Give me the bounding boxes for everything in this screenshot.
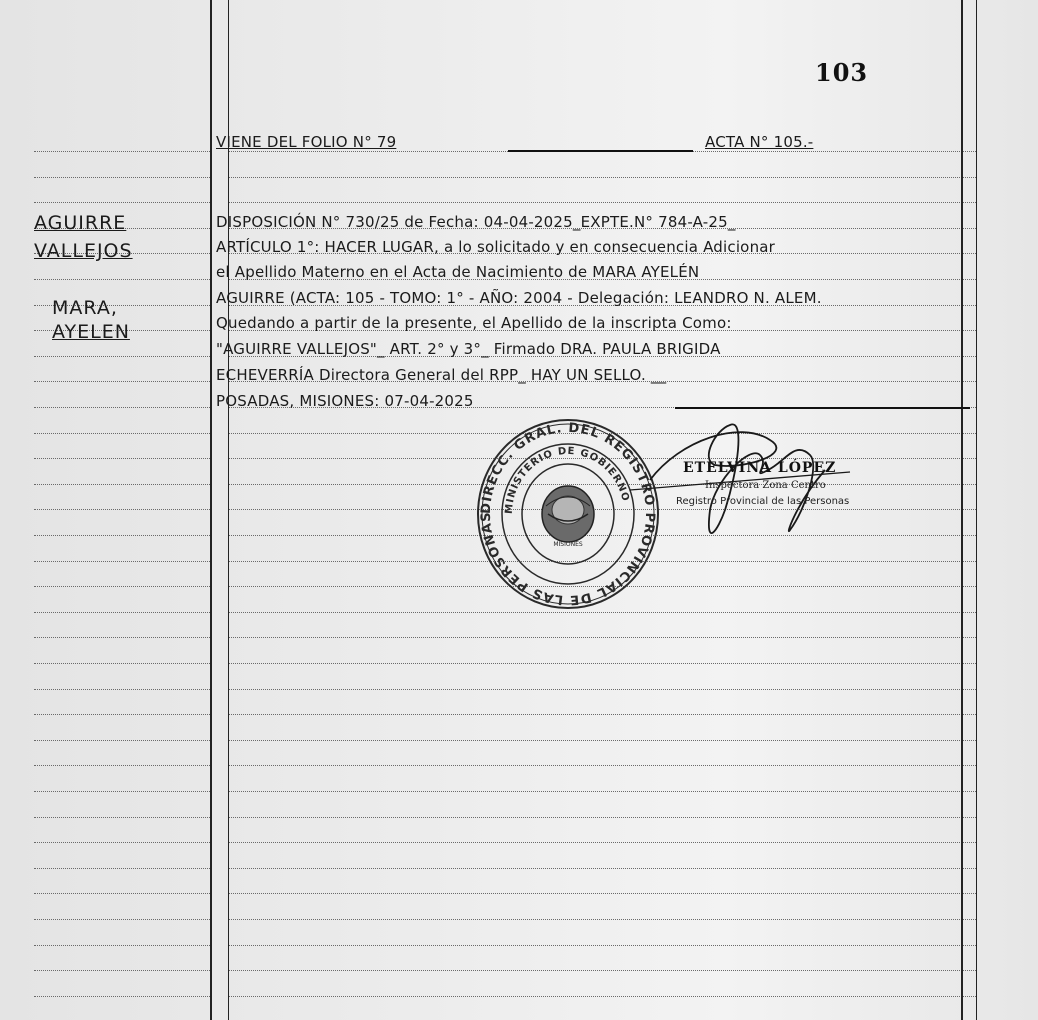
margin-surname-1: AGUIRRE: [34, 212, 127, 234]
body-line-7: ECHEVERRÍA Directora General del RPP_ HAY UN SELLO. __: [216, 366, 667, 384]
ledger-rule-body: [228, 637, 976, 638]
body-line-5: Quedando a partir de la presente, el Apellido de la inscripta Como:: [216, 314, 732, 332]
margin-name-1: MARA,: [52, 297, 118, 319]
signatory-role: Inspectora Zona Centro: [705, 480, 826, 491]
ledger-rule-body: [228, 177, 976, 178]
ledger-rule-body: [228, 970, 976, 971]
seal-center-text: MISIONES: [553, 541, 583, 548]
margin-line-right-inner: [976, 0, 977, 1020]
ledger-rule-margin: [34, 817, 210, 818]
ledger-rule-margin: [34, 407, 210, 408]
closing-line: [675, 407, 970, 409]
folio-number: 103: [815, 58, 869, 87]
ledger-rule-margin: [34, 689, 210, 690]
ledger-rule-margin: [34, 996, 210, 997]
ledger-rule-margin: [34, 893, 210, 894]
ledger-rule-body: [228, 791, 976, 792]
ledger-rule-margin: [34, 381, 210, 382]
ledger-rule-margin: [34, 535, 210, 536]
ledger-rule-body: [228, 996, 976, 997]
ledger-rule-margin: [34, 970, 210, 971]
margin-line-left-inner: [228, 0, 229, 1020]
ledger-rule-body: [228, 919, 976, 920]
ledger-rule-margin: [34, 740, 210, 741]
ledger-rule-margin: [34, 561, 210, 562]
body-line-6: "AGUIRRE VALLEJOS"_ ART. 2° y 3°_ Firmado DRA. PAULA BRIGIDA: [216, 340, 721, 358]
margin-name-2: AYELEN: [52, 321, 130, 343]
ledger-rule-margin: [34, 791, 210, 792]
ledger-rule-body: [228, 689, 976, 690]
ledger-rule-body: [228, 663, 976, 664]
signatory-institution: Registro Provincial de las Personas: [676, 496, 850, 507]
seal-inner-text: MINISTERIO DE GOBIERNO: [503, 445, 631, 515]
signatory-name: ETELVINA LÓPEZ: [683, 460, 837, 476]
ledger-rule-body: [228, 202, 976, 203]
ledger-rule-body: [228, 817, 976, 818]
ledger-rule-margin: [34, 177, 210, 178]
header-viene-del-folio: VIENE DEL FOLIO N° 79: [216, 133, 397, 151]
ledger-rule-margin: [34, 279, 210, 280]
ledger-rule-margin: [34, 765, 210, 766]
ledger-rule-margin: [34, 637, 210, 638]
margin-line-right: [961, 0, 963, 1020]
margin-surname-2: VALLEJOS: [34, 240, 133, 262]
ledger-rule-margin: [34, 945, 210, 946]
margin-line-left: [210, 0, 212, 1020]
coat-of-arms-icon: [542, 486, 594, 542]
ledger-rule-body: [228, 740, 976, 741]
ledger-rule-body: [228, 893, 976, 894]
ledger-rule-margin: [34, 714, 210, 715]
ledger-rule-body: [228, 765, 976, 766]
body-line-4: AGUIRRE (ACTA: 105 - TOMO: 1° - AÑO: 2004 - Delegación: LEANDRO N. ALEM.: [216, 289, 822, 307]
header-dash-line: [508, 150, 693, 152]
ledger-rule-margin: [34, 842, 210, 843]
ledger-rule-margin: [34, 151, 210, 152]
ledger-rule-body: [228, 714, 976, 715]
seal-outer-text: DIRECC. GRAL. DEL REGISTRO PROVINCIAL DE LAS PERSONAS: [478, 420, 658, 608]
header-acta: ACTA N° 105.-: [705, 133, 814, 151]
ledger-rule-body: [228, 945, 976, 946]
body-line-2: ARTÍCULO 1°: HACER LUGAR, a lo solicitado y en consecuencia Adicionar: [216, 238, 776, 256]
ledger-rule-margin: [34, 484, 210, 485]
ledger-rule-margin: [34, 663, 210, 664]
ledger-rule-margin: [34, 433, 210, 434]
ledger-rule-margin: [34, 458, 210, 459]
body-line-3: el Apellido Materno en el Acta de Nacimiento de MARA AYELÉN: [216, 263, 700, 281]
body-line-8: POSADAS, MISIONES: 07-04-2025: [216, 392, 474, 410]
ledger-rule-margin: [34, 868, 210, 869]
ledger-rule-body: [228, 612, 976, 613]
ledger-rule-margin: [34, 356, 210, 357]
ledger-rule-margin: [34, 202, 210, 203]
ledger-rule-margin: [34, 612, 210, 613]
ledger-rule-body: [228, 868, 976, 869]
ledger-rule-margin: [34, 919, 210, 920]
ledger-rule-margin: [34, 586, 210, 587]
ledger-rule-body: [228, 842, 976, 843]
body-line-1: DISPOSICIÓN N° 730/25 de Fecha: 04-04-2025_EXPTE.N° 784-A-25_: [216, 213, 736, 231]
ledger-rule-margin: [34, 509, 210, 510]
